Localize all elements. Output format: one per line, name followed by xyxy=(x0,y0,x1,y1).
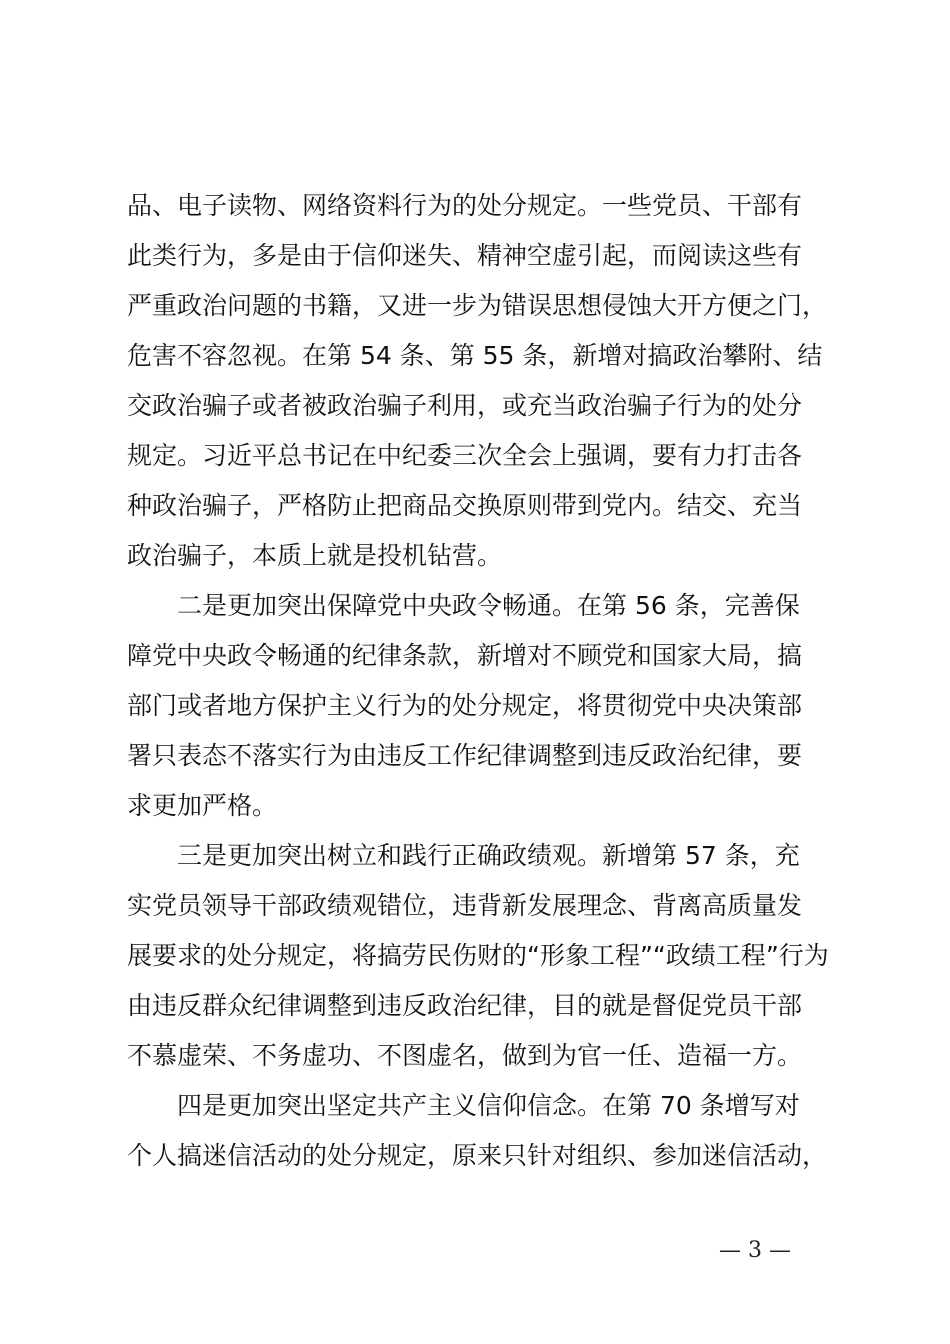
text-line: 品、电子读物、网络资料行为的处分规定。一些党员、干部有 xyxy=(127,191,803,220)
text-line: 署只表态不落实行为由违反工作纪律调整到违反政治纪律，要 xyxy=(127,741,803,770)
text-line: 由违反群众纪律调整到违反政治纪律，目的就是督促党员干部 xyxy=(127,991,803,1020)
page-number: — 3 — xyxy=(719,1238,791,1263)
text-line: 不慕虚荣、不务虚功、不图虚名，做到为官一任、造福一方。 xyxy=(127,1041,803,1070)
text-line: 此类行为，多是由于信仰迷失、精神空虚引起，而阅读这些有 xyxy=(127,241,803,270)
text-line: 危害不容忽视。在第 54 条、第 55 条，新增对搞政治攀附、结 xyxy=(127,341,823,370)
body-text xyxy=(127,181,847,1181)
text-line: 交政治骗子或者被政治骗子利用，或充当政治骗子行为的处分 xyxy=(127,391,803,420)
text-line: 展要求的处分规定，将搞劳民伤财的“形象工程”“政绩工程”行为 xyxy=(127,941,829,970)
text-line: 部门或者地方保护主义行为的处分规定，将贯彻党中央决策部 xyxy=(127,691,803,720)
text-line: 政治骗子，本质上就是投机钻营。 xyxy=(127,541,503,570)
text-line: 实党员领导干部政绩观错位，违背新发展理念、背离高质量发 xyxy=(127,891,803,920)
text-line: 三是更加突出树立和践行正确政绩观。新增第 57 条，充 xyxy=(127,841,800,870)
text-line: 种政治骗子，严格防止把商品交换原则带到党内。结交、充当 xyxy=(127,491,803,520)
text-line: 二是更加突出保障党中央政令畅通。在第 56 条，完善保 xyxy=(127,591,800,620)
text-line: 四是更加突出坚定共产主义信仰信念。在第 70 条增写对 xyxy=(127,1091,800,1120)
text-line: 规定。习近平总书记在中纪委三次全会上强调，要有力打击各 xyxy=(127,441,803,470)
text-line: 求更加严格。 xyxy=(127,791,278,820)
text-line: 严重政治问题的书籍，又进一步为错误思想侵蚀大开方便之门， xyxy=(127,291,828,320)
text-line: 个人搞迷信活动的处分规定，原来只针对组织、参加迷信活动， xyxy=(127,1141,828,1170)
text-line: 障党中央政令畅通的纪律条款，新增对不顾党和国家大局，搞 xyxy=(127,641,803,670)
